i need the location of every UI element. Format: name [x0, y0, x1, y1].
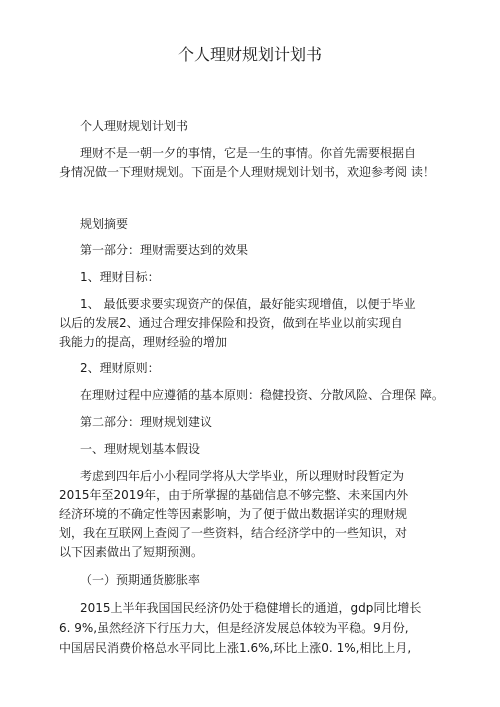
doc-line-goal-2: 以后的发展2、通过合理安排保险和投资，做到在毕业以前实现自: [59, 316, 403, 330]
doc-line-goal-1: 1、 最低要求要实现资产的保值，最好能实现增值，以便于毕业: [80, 297, 416, 311]
doc-line-principle-heading: 2、理财原则：: [80, 361, 160, 375]
doc-line-intro-1: 理财不是一朝一夕的事情，它是一生的事情。你首先需要根据自: [80, 146, 417, 160]
document-title: 个人理财规划计划书: [177, 45, 322, 64]
doc-line-inflation-2: 6. 9%,虽然经济下行压力大，但是经济发展总体较为平稳。9月份,: [59, 621, 409, 635]
doc-line-assumption-2: 2015年至2019年，由于所掌握的基础信息不够完整、未来国内外: [59, 488, 409, 502]
doc-line-assumption-4: 划，我在互联网上查阅了一些资料，结合经济学中的一些知识，对: [59, 526, 408, 540]
doc-line-inflation-1: 2015上半年我国国民经济仍处于稳健增长的通道，gdp同比增长: [80, 601, 422, 615]
doc-line-summary-heading: 规划摘要: [80, 217, 129, 231]
doc-line-intro-2: 身情况做一下理财规划。下面是个人理财规划计划书，欢迎参考阅 读！: [59, 165, 435, 179]
doc-line-assumption-1: 考虑到四年后小小程同学将从大学毕业，所以理财时段暂定为: [80, 469, 405, 483]
doc-line-assumption-5: 以下因素做出了短期预测。: [59, 545, 204, 559]
doc-line-goal-3: 我能力的提高，理财经验的增加: [59, 335, 228, 349]
doc-line-subtitle: 个人理财规划计划书: [80, 119, 189, 133]
doc-line-inflation-3: 中国居民消费价格总水平同比上涨1.6%,环比上涨0. 1%,相比上月,: [59, 641, 412, 655]
doc-line-principle-text: 在理财过程中应遵循的基本原则：稳健投资、分散风险、合理保 障。: [80, 388, 444, 402]
doc-line-assumption-heading: 一、理财规划基本假设: [80, 442, 201, 456]
doc-line-part-two: 第二部分：理财规划建议: [80, 415, 213, 429]
doc-line-goal-heading: 1、理财目标：: [80, 270, 160, 284]
doc-line-assumption-3: 经济环境的不确定性等因素影响，为了便于做出数据详实的理财规: [59, 507, 408, 521]
doc-line-part-one: 第一部分：理财需要达到的效果: [80, 243, 249, 257]
doc-line-inflation-heading: （一）预期通货膨胀率: [80, 573, 201, 587]
